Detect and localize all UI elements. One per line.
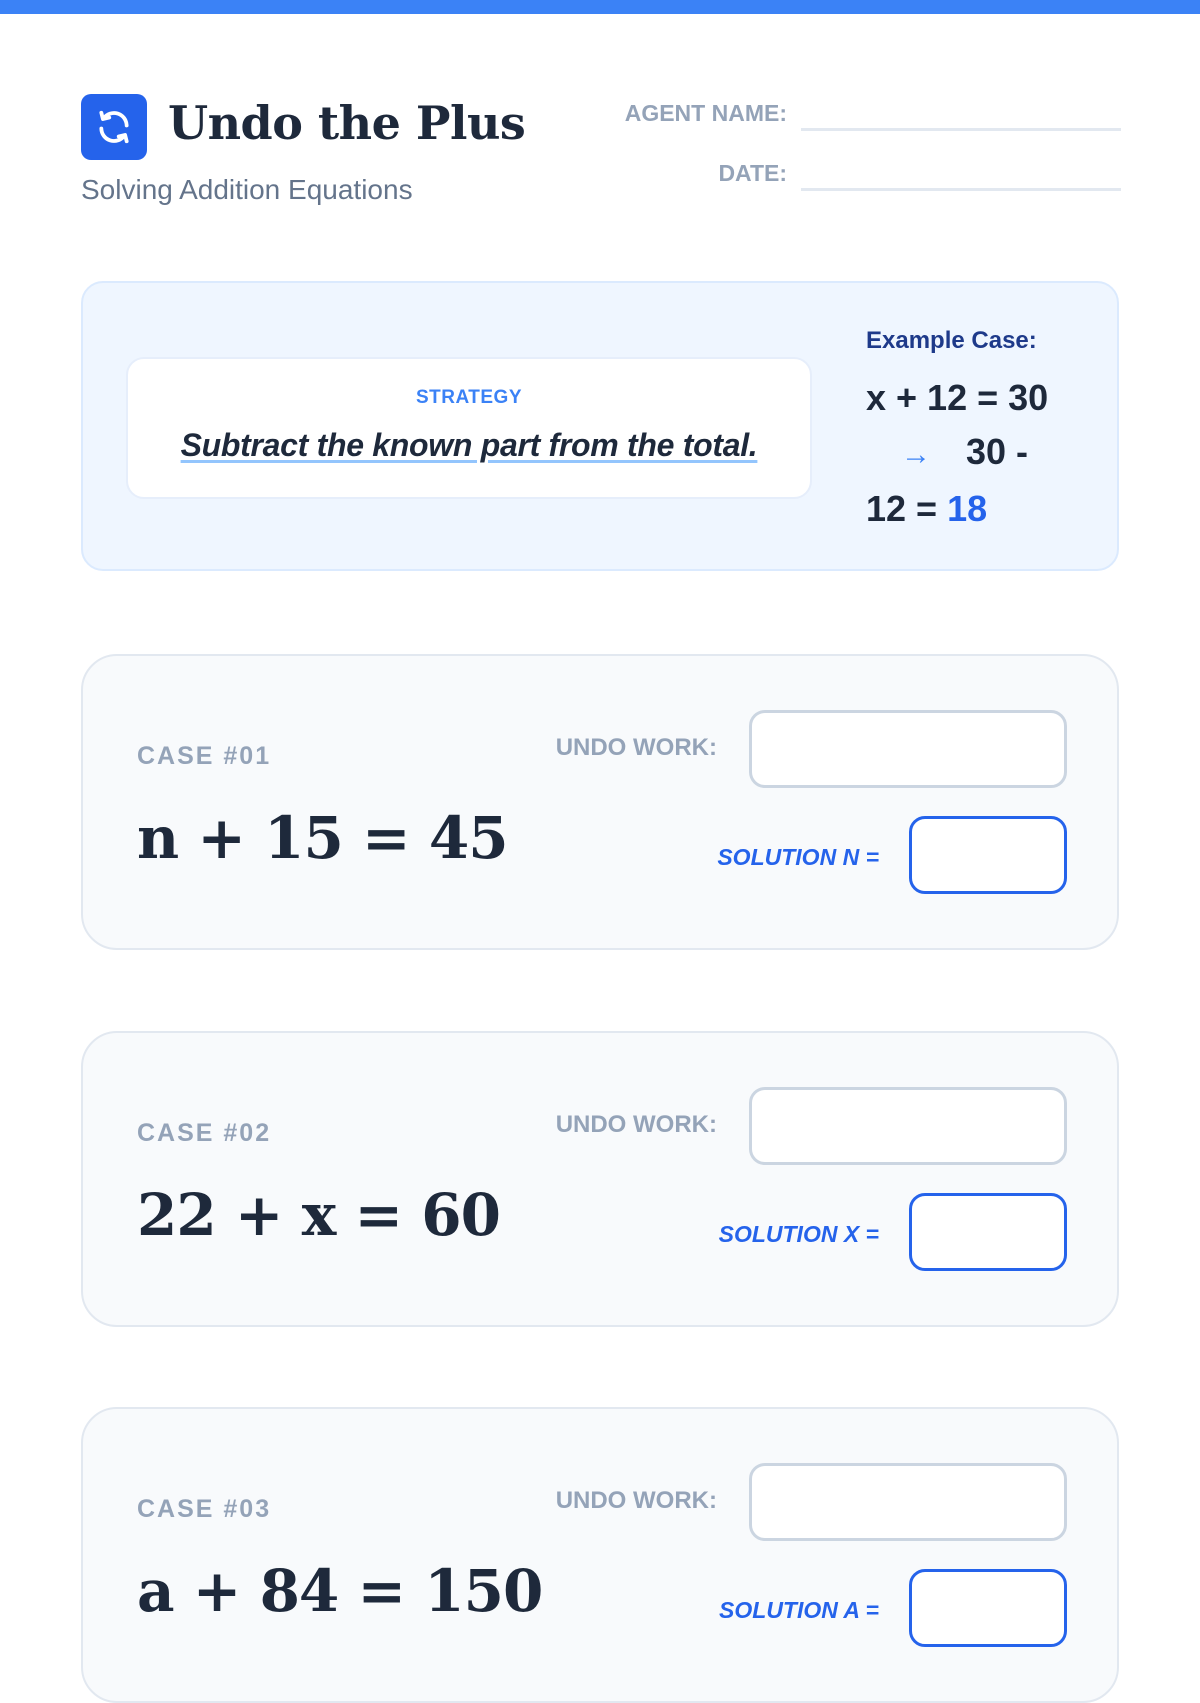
example-label: Example Case: <box>866 327 1037 354</box>
strategy-text: Subtract the known part from the total. <box>180 427 758 463</box>
date-field[interactable] <box>801 188 1121 191</box>
case-equation: 22 + x = 60 <box>137 1181 500 1249</box>
undo-work-label: UNDO WORK: <box>555 1487 717 1514</box>
case-label: CASE #02 <box>137 1119 272 1147</box>
undo-work-input[interactable] <box>749 1087 1067 1165</box>
undo-work-label: UNDO WORK: <box>555 1111 717 1138</box>
agent-name-field[interactable] <box>801 128 1121 131</box>
arrow-icon: → <box>901 438 931 471</box>
page-subtitle: Solving Addition Equations <box>81 174 413 205</box>
example-equation <box>866 371 1076 536</box>
undo-work-input[interactable] <box>749 710 1067 788</box>
case-equation: n + 15 = 45 <box>137 804 508 872</box>
case-equation: a + 84 = 150 <box>137 1557 543 1625</box>
page-title: Undo the Plus <box>168 96 526 150</box>
case-card <box>81 654 1119 950</box>
date-label: DATE: <box>718 160 787 186</box>
strategy-card <box>126 357 812 499</box>
example-equation-text: x + 12 = 30 <box>866 377 1049 418</box>
case-label: CASE #01 <box>137 742 272 770</box>
case-card <box>81 1031 1119 1327</box>
case-card <box>81 1407 1119 1703</box>
solution-label: SOLUTION N = <box>717 844 879 870</box>
solution-label: SOLUTION A = <box>719 1597 879 1623</box>
solution-input[interactable] <box>909 1569 1067 1647</box>
example-answer: 18 <box>947 488 988 529</box>
refresh-icon <box>95 108 133 146</box>
case-label: CASE #03 <box>137 1495 272 1523</box>
solution-label: SOLUTION X = <box>718 1221 879 1247</box>
solution-input[interactable] <box>909 816 1067 894</box>
solution-input[interactable] <box>909 1193 1067 1271</box>
top-accent-bar <box>0 0 1200 14</box>
undo-work-label: UNDO WORK: <box>555 734 717 761</box>
example-work: 30 - 12 = <box>866 431 1029 529</box>
strategy-panel <box>81 281 1119 571</box>
logo-badge <box>81 94 147 160</box>
strategy-label: STRATEGY <box>415 387 523 408</box>
agent-name-label: AGENT NAME: <box>624 100 787 126</box>
undo-work-input[interactable] <box>749 1463 1067 1541</box>
